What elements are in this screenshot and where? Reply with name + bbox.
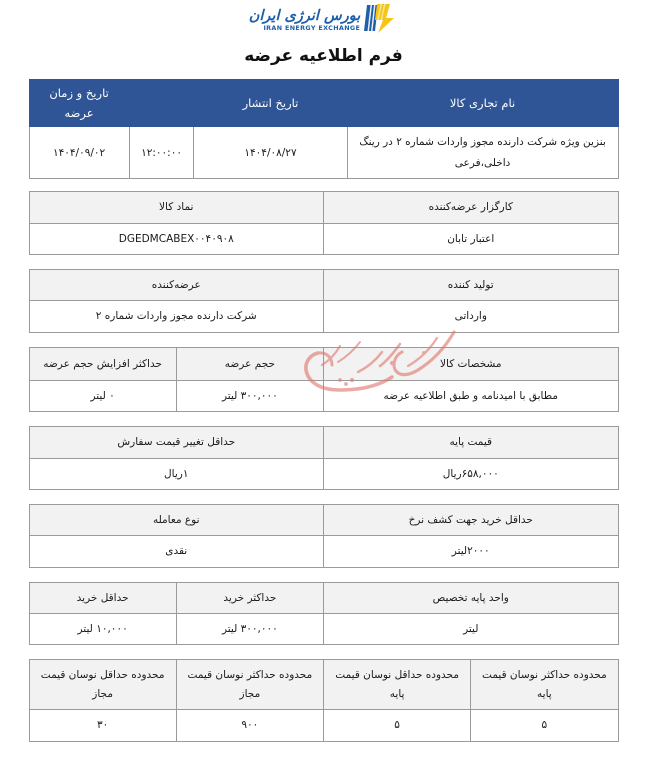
col-max-base-fluctuation: محدوده حداکثر نوسان قیمت پایه	[471, 660, 618, 710]
cell-max-allowed-fluctuation: ۹۰۰	[176, 710, 323, 741]
cell-supplier: شرکت دارنده مجوز واردات شماره ۲	[29, 301, 324, 332]
col-min-buy: حداقل خرید	[29, 582, 176, 613]
cell-product-name: بنزین ویژه شرکت دارنده مجوز واردات شماره ۲ در رینگ داخلی،فرعی	[347, 127, 618, 179]
cell-allocation-unit: لیتر	[324, 614, 619, 645]
cell-publish-date: ۱۴۰۴/۰۸/۲۷	[194, 127, 347, 179]
col-product-name: نام تجاری کالا	[347, 80, 618, 127]
cell-min-allowed-fluctuation: ۳۰	[29, 710, 176, 741]
table-min-buy-discovery	[29, 504, 619, 568]
cell-max-base-fluctuation: ۵	[471, 710, 618, 741]
table-allocation-unit	[29, 582, 619, 646]
brand-header	[0, 0, 647, 40]
cell-min-base-fluctuation: ۵	[324, 710, 471, 741]
table-header-row	[29, 80, 618, 127]
table-fluctuation-ranges	[29, 659, 619, 741]
table-header-row	[29, 504, 618, 535]
col-supplier: عرضه‌کننده	[29, 270, 324, 301]
col-base-price: قیمت پایه	[324, 427, 619, 458]
table-row	[29, 614, 618, 645]
table-broker-symbol	[29, 191, 619, 255]
cell-offer-time: ۱۲:۰۰:۰۰	[129, 127, 194, 179]
col-broker: کارگزار عرضه‌کننده	[324, 192, 619, 223]
logo-title-fa: بورس انرژی ایران	[248, 7, 361, 24]
table-header-row	[29, 660, 618, 710]
cell-base-price: ۶۵۸,۰۰۰ریال	[324, 458, 619, 489]
table-row	[29, 223, 618, 254]
col-min-base-fluctuation: محدوده حداقل نوسان قیمت پایه	[324, 660, 471, 710]
cell-offer-date: ۱۴۰۴/۰۹/۰۲	[29, 127, 129, 179]
page-title: فرم اطلاعیه عرضه	[244, 46, 403, 66]
col-offer-datetime: تاریخ و زمان عرضه	[29, 80, 129, 127]
cell-offer-volume: ۳۰۰,۰۰۰ لیتر	[176, 380, 323, 411]
table-base-price	[29, 426, 619, 490]
cell-symbol: DGEDMCABEX۰۰۴۰۹۰۸	[29, 223, 324, 254]
table-header-row	[29, 347, 618, 380]
cell-min-buy-discovery: ۲۰۰۰لیتر	[324, 536, 619, 567]
col-symbol: نماد کالا	[29, 192, 324, 223]
table-row	[29, 458, 618, 489]
col-min-price-step: حداقل تغییر قیمت سفارش	[29, 427, 324, 458]
col-max-buy: حداکثر خرید	[176, 582, 323, 613]
col-producer: تولید کننده	[324, 270, 619, 301]
table-row	[29, 710, 618, 741]
cell-goods-spec: مطابق با امیدنامه و طبق اطلاعیه عرضه	[324, 380, 619, 411]
table-producer-supplier	[29, 269, 619, 333]
col-min-buy-discovery: حداقل خرید جهت کشف نرخ	[324, 504, 619, 535]
col-min-allowed-fluctuation: محدوده حداقل نوسان قیمت مجاز	[29, 660, 176, 710]
table-row	[29, 536, 618, 567]
col-offer-volume: حجم عرضه	[176, 347, 323, 380]
table-goods-spec	[29, 347, 619, 412]
col-goods-spec: مشخصات کالا	[324, 347, 619, 380]
logo	[249, 2, 398, 38]
cell-min-buy: ۱۰,۰۰۰ لیتر	[29, 614, 176, 645]
col-allocation-unit: واحد پایه تخصیص	[324, 582, 619, 613]
cell-max-buy: ۳۰۰,۰۰۰ لیتر	[176, 614, 323, 645]
col-trade-type: نوع معامله	[29, 504, 324, 535]
cell-min-price-step: ۱ریال	[29, 458, 324, 489]
lightning-bolt-logo-icon	[364, 2, 398, 38]
logo-text	[249, 9, 360, 32]
table-header-row	[29, 427, 618, 458]
table-row	[29, 380, 618, 411]
cell-trade-type: نقدی	[29, 536, 324, 567]
cell-producer: وارداتی	[324, 301, 619, 332]
col-offer-time-spacer	[129, 80, 194, 127]
logo-title-en: IRAN ENERGY EXCHANGE	[263, 23, 361, 32]
table-header-row	[29, 582, 618, 613]
table-offering-summary	[29, 79, 619, 179]
table-header-row	[29, 270, 618, 301]
col-publish-date: تاریخ انتشار	[194, 80, 347, 127]
cell-broker: اعتبار تابان	[324, 223, 619, 254]
col-max-volume-increase: حداکثر افزایش حجم عرضه	[29, 347, 176, 380]
page-bottom-spacer	[0, 756, 647, 762]
cell-max-volume-increase: ۰ لیتر	[29, 380, 176, 411]
table-header-row	[29, 192, 618, 223]
table-row	[29, 301, 618, 332]
col-max-allowed-fluctuation: محدوده حداکثر نوسان قیمت مجاز	[176, 660, 323, 710]
table-row	[29, 127, 618, 179]
